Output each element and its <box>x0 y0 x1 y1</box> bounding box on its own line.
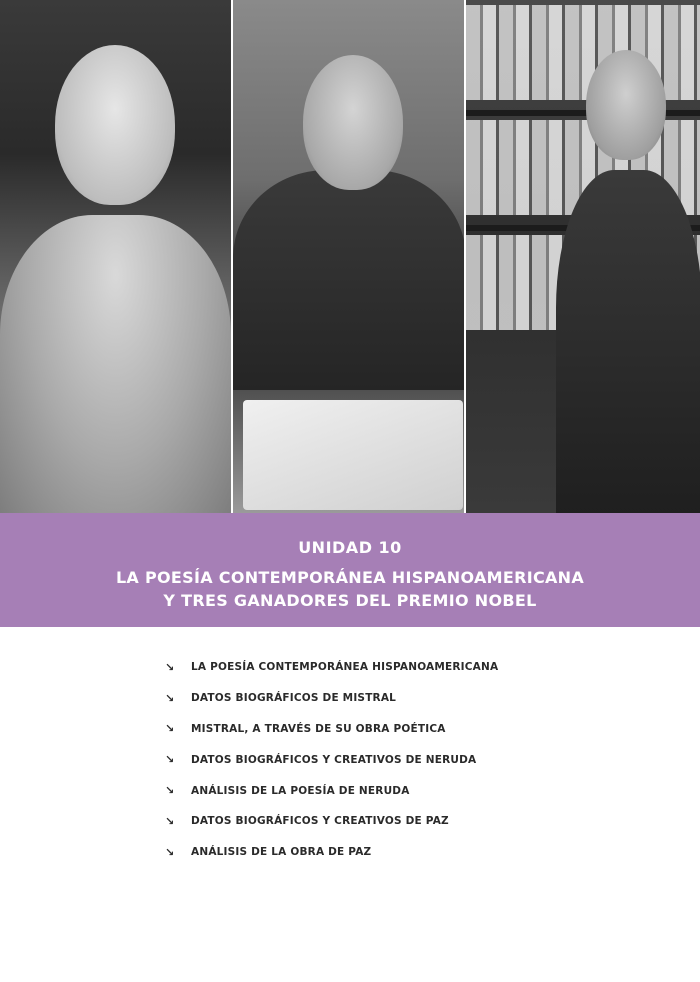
portrait-right-coat <box>556 170 700 513</box>
topic-label: MISTRAL, A TRAVÉS DE SU OBRA POÉTICA <box>191 722 446 735</box>
unit-banner <box>0 513 700 627</box>
topic-label: ANÁLISIS DE LA POESÍA DE NERUDA <box>191 784 410 797</box>
arrow-down-right-icon: ↘ <box>165 660 175 674</box>
topic-list <box>165 652 585 868</box>
unit-title-line: Y TRES GANADORES DEL PREMIO NOBEL <box>163 591 537 610</box>
arrow-down-right-icon: ↘ <box>165 845 175 859</box>
topic-item <box>165 683 585 714</box>
topic-label: DATOS BIOGRÁFICOS Y CREATIVOS DE NERUDA <box>191 753 477 766</box>
portrait-left-head <box>55 45 175 205</box>
arrow-down-right-icon: ↘ <box>165 814 175 828</box>
arrow-down-right-icon: ↘ <box>165 784 175 798</box>
portrait-center-photo <box>231 0 464 513</box>
topic-item <box>165 775 585 806</box>
portrait-center-head <box>303 55 403 190</box>
bookshelf-row <box>466 5 700 100</box>
portrait-right-photo <box>464 0 700 513</box>
unit-title-line: LA POESÍA CONTEMPORÁNEA HISPANOAMERICANA <box>115 568 585 587</box>
unit-title <box>0 566 700 612</box>
portrait-center-book <box>243 400 463 510</box>
portrait-center-coat <box>233 170 464 390</box>
arrow-down-right-icon: ↘ <box>165 691 175 705</box>
topic-label: LA POESÍA CONTEMPORÁNEA HISPANOAMERICANA <box>191 661 499 674</box>
topic-item <box>165 837 585 868</box>
topic-item <box>165 744 585 775</box>
arrow-down-right-icon: ↘ <box>165 753 175 767</box>
arrow-down-right-icon: ↘ <box>165 722 175 736</box>
topic-item <box>165 652 585 683</box>
portrait-left-coat <box>0 215 231 513</box>
topic-item <box>165 806 585 837</box>
topic-label: DATOS BIOGRÁFICOS DE MISTRAL <box>191 692 397 705</box>
topic-label: ANÁLISIS DE LA OBRA DE PAZ <box>191 846 372 859</box>
unit-label: UNIDAD 10 <box>298 538 402 557</box>
portrait-left-photo <box>0 0 231 513</box>
portrait-right-head <box>586 50 666 160</box>
topic-label: DATOS BIOGRÁFICOS Y CREATIVOS DE PAZ <box>191 815 449 828</box>
topic-item <box>165 714 585 745</box>
